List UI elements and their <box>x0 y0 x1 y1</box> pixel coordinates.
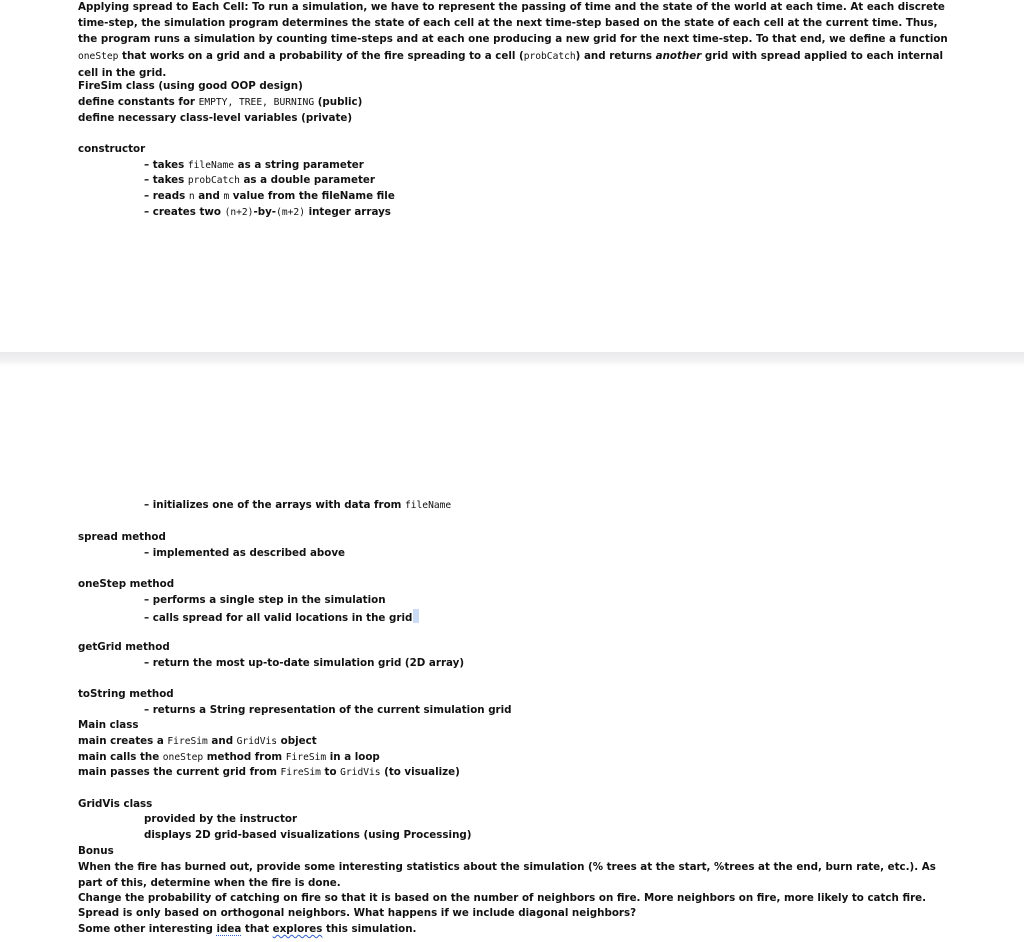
bonus-item-1: When the fire has burned out, provide some interesting statistics about the simulation (% trees at the start, %trees at the end, burn rate, etc.). As part of this, determine when the fire is done. <box>78 861 936 890</box>
item-code-m: m <box>223 191 230 202</box>
bonus-title: Bonus <box>78 845 114 857</box>
main-code: FireSim <box>167 736 208 747</box>
spellcheck-word-explores[interactable]: explores <box>272 923 323 935</box>
main-text: in a loop <box>326 751 380 763</box>
item-suffix: as a string parameter <box>234 159 364 171</box>
constructor-item-creates <box>144 205 391 220</box>
constructor-item-reads <box>144 189 395 204</box>
constants-prefix: define constants for <box>78 96 199 108</box>
main-code: FireSim <box>280 767 321 778</box>
intro-paragraph <box>78 0 948 81</box>
main-line-3 <box>78 765 460 780</box>
gridvis-desc-2: displays 2D grid-based visualizations (using Processing) <box>144 829 472 841</box>
item-suffix: value from the fileName file <box>229 190 395 202</box>
bonus-item-4 <box>78 922 416 936</box>
firesim-constants-line <box>78 95 362 110</box>
item-prefix: – takes <box>144 174 188 186</box>
spread-label: spread method <box>78 531 166 543</box>
item-suffix: as a double parameter <box>239 174 375 186</box>
firesim-vars-line: define necessary class-level variables (private) <box>78 112 353 124</box>
firesim-title-line <box>78 79 303 93</box>
main-code: GridVis <box>340 767 381 778</box>
main-title: Main class <box>78 719 139 731</box>
constructor-item-probcatch <box>144 173 375 188</box>
item-prefix: – takes <box>144 159 188 171</box>
item-prefix: – initializes one of the arrays with data from <box>144 499 405 511</box>
spellcheck-word-idea[interactable]: idea <box>216 923 242 935</box>
gridvis-title: GridVis class <box>78 798 153 810</box>
bonus-item-3: Spread is only based on orthogonal neighbors. What happens if we include diagonal neighbors? <box>78 907 637 919</box>
spread-desc: – implemented as described above <box>144 547 346 559</box>
firesim-title-suffix: (using good OOP design) <box>154 80 303 92</box>
main-text: object <box>277 735 317 747</box>
main-text: main passes the current grid from <box>78 766 281 778</box>
item-mid: -by- <box>253 206 277 218</box>
item-code-2: (m+2) <box>276 207 305 218</box>
main-code: GridVis <box>236 736 278 747</box>
onestep-desc-1: – performs a single step in the simulation <box>144 594 386 606</box>
item-and: and <box>194 190 224 202</box>
item-code-1: (n+2) <box>224 207 254 218</box>
constants-suffix: (public) <box>314 96 363 108</box>
text-cursor-selection <box>413 609 419 623</box>
intro-text-2: that works on a grid and a probability of the fire spreading to a cell ( <box>118 49 524 62</box>
item-code: fileName <box>404 500 452 511</box>
gridvis-desc-1: provided by the instructor <box>144 813 298 825</box>
item-code-n: n <box>188 191 195 202</box>
intro-heading: Applying spread to Each Cell: <box>78 1 249 13</box>
getgrid-desc: – return the most up-to-date simulation grid (2D array) <box>144 657 465 669</box>
bonus-text: this simulation. <box>322 923 417 935</box>
intro-emphasis-another: another <box>655 49 702 62</box>
bonus-text: that <box>241 923 273 935</box>
item-suffix: integer arrays <box>304 206 391 218</box>
main-text: and <box>207 735 237 747</box>
item-code: fileName <box>187 160 235 171</box>
item-code: probCatch <box>187 175 240 186</box>
tostring-label: toString method <box>78 688 174 700</box>
item-prefix: – reads <box>144 190 189 202</box>
main-text: main creates a <box>78 735 168 747</box>
constructor-item-filename <box>144 158 364 173</box>
main-text: method from <box>203 751 286 763</box>
intro-text-1: To run a simulation, we have to represent the passing of time and the state of the world at each time. At each discrete time-step, the simulation program determines the state of each cell at the next time-step based on the state of each cell at the current time. Thus, the program runs a simulation by counting time-steps and at each one producing a new grid for the next time-step. To that end, we define a function <box>78 1 948 46</box>
main-code: FireSim <box>285 752 327 763</box>
main-text: main calls the <box>78 751 163 763</box>
intro-code-onestep: oneStep <box>78 50 119 62</box>
onestep-desc-2: – calls spread for all valid locations in the grid <box>144 612 413 624</box>
bonus-item-2: Change the probability of catching on fire so that it is based on the number of neighbors on fire. More neighbors on fire, more likely to catch fire. <box>78 892 927 904</box>
intro-code-probcatch: probCatch <box>523 50 576 62</box>
firesim-title: FireSim class <box>78 80 155 92</box>
constructor-item-initializes <box>144 498 451 513</box>
constructor-label: constructor <box>78 143 146 155</box>
main-line-2 <box>78 750 380 765</box>
main-line-1 <box>78 734 317 749</box>
intro-text-3: ) and returns <box>575 49 656 62</box>
main-text: (to visualize) <box>380 766 460 778</box>
intro-text-5: grid with spread applied to each internal cell in the grid. <box>78 49 944 79</box>
bonus-text: Some other interesting <box>78 923 217 935</box>
constants-code: EMPTY, TREE, BURNING <box>198 97 315 108</box>
item-prefix: – creates two <box>144 206 225 218</box>
onestep-label: oneStep method <box>78 578 175 590</box>
getgrid-label: getGrid method <box>78 641 170 653</box>
page-break <box>0 352 1024 366</box>
tostring-desc: – returns a String representation of the current simulation grid <box>144 704 512 716</box>
main-text: to <box>320 766 341 778</box>
onestep-desc-2-line <box>144 609 419 625</box>
main-code: oneStep <box>162 752 204 763</box>
